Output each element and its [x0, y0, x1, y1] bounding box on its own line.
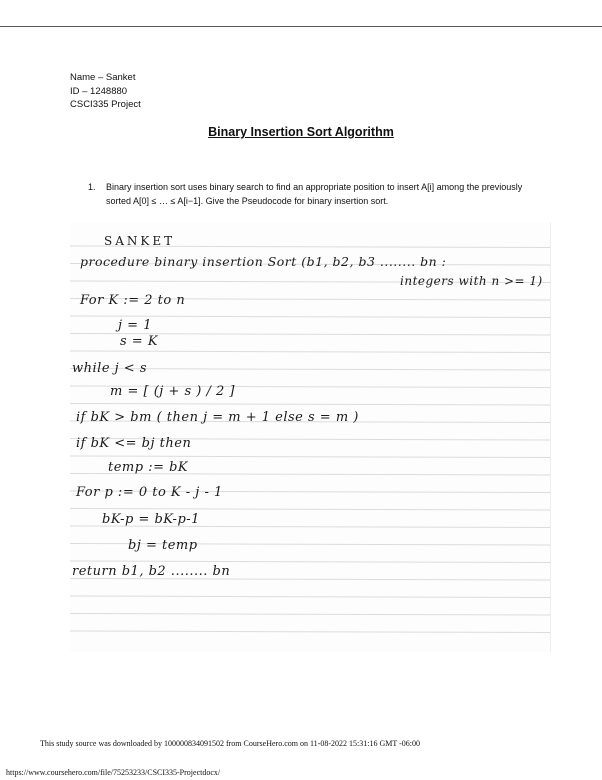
- ruled-line: [70, 596, 550, 598]
- hw-line: s = K: [120, 334, 159, 349]
- hw-line: bK-p = bK-p-1: [102, 512, 200, 527]
- hw-line: j = 1: [118, 318, 152, 333]
- source-url: https://www.coursehero.com/file/75253233/CSCI335-Projectdocx/: [6, 768, 221, 777]
- ruled-line: [70, 509, 550, 511]
- hw-line: while j < s: [72, 361, 148, 376]
- hw-line: bj = temp: [128, 538, 198, 553]
- ruled-line: [70, 614, 550, 616]
- hw-line: temp := bK: [108, 460, 189, 475]
- question-number: 1.: [88, 182, 96, 192]
- handwritten-notes-image: [70, 222, 551, 652]
- question-text: Binary insertion sort uses binary search to find an appropriate position to insert A[i] among the previously sorted A[0] ≤ … ≤ A[i−1]. Give the Pseudocode for binary insertion sort.: [106, 182, 523, 206]
- hw-line: return b1, b2 ........ bn: [72, 564, 231, 579]
- download-notice: This study source was downloaded by 100000834091502 from CourseHero.com on 11-08-2022 15:31:16 GMT -06:00: [40, 739, 420, 748]
- question-item: [88, 181, 528, 208]
- hw-line: if bK <= bj then: [76, 436, 192, 451]
- hw-line: integers with n >= 1): [400, 274, 543, 288]
- author-header: [70, 71, 141, 112]
- hw-line: For p := 0 to K - j - 1: [76, 485, 223, 500]
- hw-line: if bK > bm ( then j = m + 1 else s = m ): [76, 410, 359, 425]
- ruled-line: [70, 561, 550, 563]
- ruled-line: [70, 351, 550, 353]
- top-rule: [0, 26, 602, 27]
- ruled-line: [70, 631, 550, 633]
- document-title: Binary Insertion Sort Algorithm: [208, 125, 394, 139]
- author-name: Name – Sanket: [70, 72, 136, 83]
- hw-line: SANKET: [104, 234, 176, 248]
- hw-line: procedure binary insertion Sort (b1, b2, b3 ........ bn :: [80, 254, 447, 269]
- ruled-line: [70, 404, 550, 406]
- student-id: ID – 1248880: [70, 85, 128, 97]
- ruled-line: [70, 456, 550, 458]
- hw-line: For K := 2 to n: [80, 293, 186, 308]
- hw-line: m = [ (j + s ) / 2 ]: [110, 384, 235, 399]
- course-label: CSCI335 Project: [70, 99, 141, 110]
